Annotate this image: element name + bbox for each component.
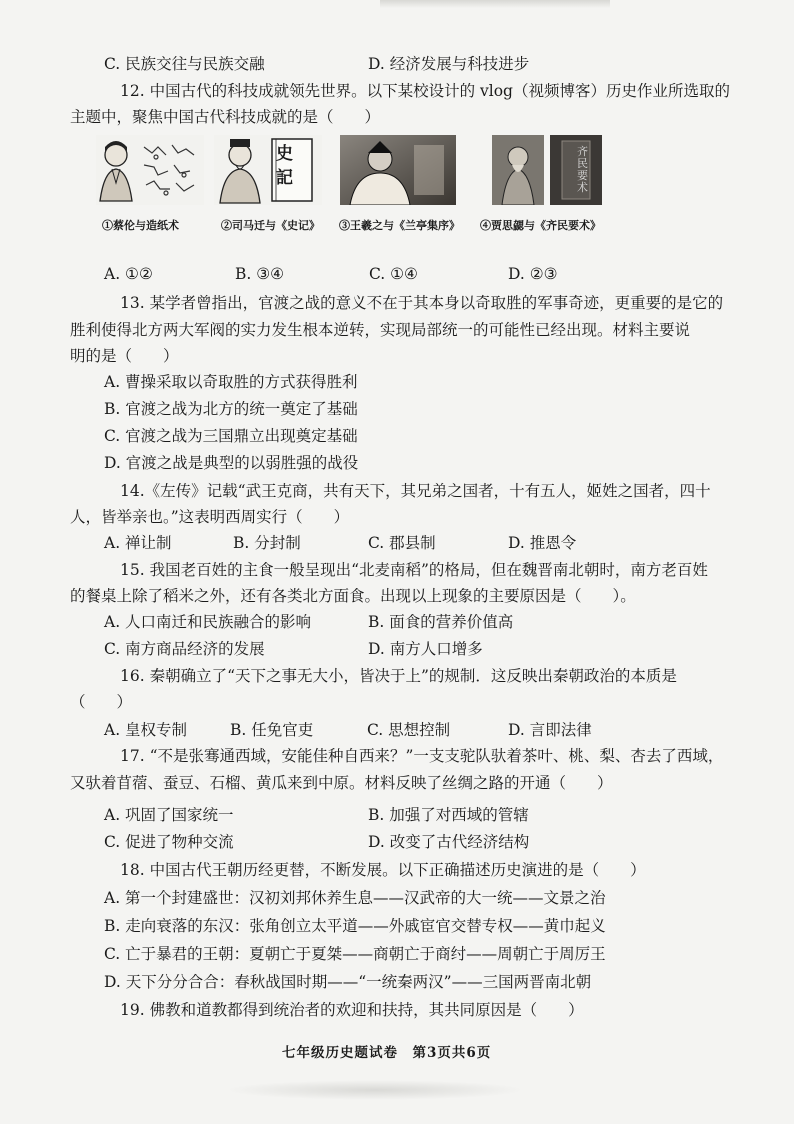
q16-option-b: B. 任免官吏: [230, 721, 314, 739]
q17-option-a: A. 巩固了国家统一: [104, 806, 234, 824]
q18-option-b: B. 走向衰落的东汉：张角创立太平道——外戚宦官交替专权——黄巾起义: [104, 917, 606, 935]
q15-option-b: B. 面食的营养价值高: [368, 613, 514, 631]
q12-caption-4: ④贾思勰与《齐民要术》: [480, 219, 601, 232]
q14-stem-line1: 14.《左传》记载“武王克商，共有天下，其兄弟之国者，十有五人，姬姓之国者，四十: [120, 482, 711, 500]
q18-option-a: A. 第一个封建盛世：汉初刘邦休养生息——汉武帝的大一统——文景之治: [104, 889, 606, 907]
q12-caption-2: ②司马迁与《史记》: [221, 219, 320, 232]
q17-stem-line2: 又驮着苜蓿、蚕豆、石榴、黄瓜来到中原。材料反映了丝绸之路的开通（ ）: [70, 774, 613, 792]
wang-xizhi-lantingji-image: [340, 135, 456, 205]
q14-option-a: A. 禅让制: [104, 534, 172, 552]
q13-stem-line3: 明的是（ ）: [70, 347, 179, 365]
q15-option-c: C. 南方商品经济的发展: [104, 640, 265, 658]
q13-option-c: C. 官渡之战为三国鼎立出现奠定基础: [104, 427, 358, 445]
cai-lun-papermaking-image: [96, 135, 204, 205]
q12-option-b: B. ③④: [235, 265, 285, 283]
q14-option-b: B. 分封制: [233, 534, 301, 552]
q18-stem-line1: 18. 中国古代王朝历经更替，不断发展。以下正确描述历史演进的是（ ）: [120, 861, 646, 879]
q13-stem-line1: 13. 某学者曾指出，官渡之战的意义不在于其本身以奇取胜的军事奇迹，更重要的是它的: [120, 294, 724, 312]
q15-option-d: D. 南方人口增多: [368, 640, 483, 658]
q15-stem-line2: 的餐桌上除了稻米之外，还有各类北方面食。出现以上现象的主要原因是（ ）。: [70, 587, 636, 605]
q17-option-b: B. 加强了对西域的管辖: [368, 806, 529, 824]
q13-stem-line2: 胜利使得北方两大军阀的实力发生根本逆转，实现局部统一的可能性已经出现。材料主要说: [70, 321, 691, 339]
q15-stem-line1: 15. 我国老百姓的主食一般呈现出“北麦南稻”的格局，但在魏晋南北朝时，南方老百姓: [120, 561, 708, 579]
q18-option-c: C. 亡于暴君的王朝：夏朝亡于夏桀——商朝亡于商纣——周朝亡于周厉王: [104, 945, 606, 963]
q17-option-c: C. 促进了物种交流: [104, 833, 234, 851]
q12-stem-line1: 12. 中国古代的科技成就领先世界。以下某校设计的 vlog（视频博客）历史作业所选取的: [120, 82, 730, 100]
q12-caption-3: ③王羲之与《兰亭集序》: [339, 219, 460, 232]
q13-option-a: A. 曹操采取以奇取胜的方式获得胜利: [104, 373, 358, 391]
q12-option-a: A. ①②: [104, 265, 153, 283]
q16-option-a: A. 皇权专制: [104, 721, 188, 739]
q13-option-d: D. 官渡之战是典型的以弱胜强的战役: [104, 454, 359, 472]
q14-option-c: C. 郡县制: [368, 534, 436, 552]
q13-option-b: B. 官渡之战为北方的统一奠定了基础: [104, 400, 358, 418]
shiji-book-glyph-2: 記: [276, 168, 293, 188]
q17-option-d: D. 改变了古代经济结构: [368, 833, 530, 851]
q12-caption-1: ①蔡伦与造纸术: [102, 219, 179, 232]
scan-shadow-top: [380, 0, 610, 8]
q17-stem-line1: 17. “不是张骞通西域，安能佳种自西来？”一支支驼队驮着茶叶、桃、梨、杏去了西域，: [120, 747, 724, 765]
q16-option-d: D. 言即法律: [508, 721, 592, 739]
qiminyaoshu-book-title: 齐民要术: [577, 145, 588, 194]
q11-option-c: C. 民族交往与民族交融: [104, 55, 265, 73]
q19-stem-line1: 19. 佛教和道教都得到统治者的欢迎和扶持，其共同原因是（ ）: [120, 1001, 584, 1019]
q16-stem-line2: （ ）: [70, 693, 133, 711]
q12-option-c: C. ①④: [369, 265, 418, 283]
q12-stem-line2: 主题中，聚焦中国古代科技成就的是（ ）: [70, 108, 381, 126]
q15-option-a: A. 人口南迁和民族融合的影响: [104, 613, 312, 631]
q11-option-d: D. 经济发展与科技进步: [368, 55, 530, 73]
q18-option-d: D. 天下分分合合：春秋战国时期——“一统秦两汉”——三国两晋南北朝: [104, 973, 592, 991]
page-footer: 七年级历史题试卷 第3页共6页: [282, 1045, 492, 1061]
q14-stem-line2: 人，皆举亲也。”这表明西周实行（ ）: [70, 508, 350, 526]
q14-option-d: D. 推恩令: [508, 534, 577, 552]
q12-option-d: D. ②③: [508, 265, 558, 283]
scan-shadow-bottom: [225, 1080, 525, 1100]
q16-option-c: C. 思想控制: [367, 721, 451, 739]
q16-stem-line1: 16. 秦朝确立了“天下之事无大小，皆决于上”的规制．这反映出秦朝政治的本质是: [120, 667, 677, 685]
shiji-book-glyph-1: 史: [276, 144, 293, 164]
sima-qian-shiji-image: [214, 135, 322, 205]
